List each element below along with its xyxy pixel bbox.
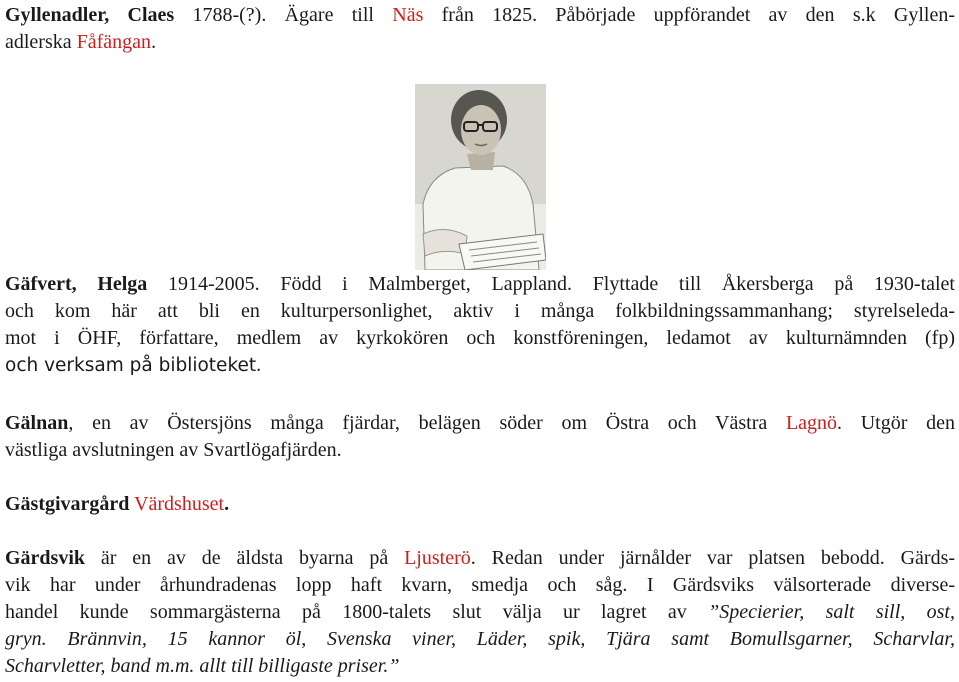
portrait-photo: [415, 84, 546, 270]
entry-line: Scharvletter, band m.m. allt till billigaste priser.”: [5, 655, 400, 677]
entry-gastgivargard: [5, 491, 955, 518]
entry-line: Gästgivargård Värdshuset.: [5, 493, 230, 515]
entry-line: handel kunde sommargästerna på 1800-talets slut välja ur lagret av ”Specierier, salt sill, ost,: [5, 601, 955, 623]
link-ljustero[interactable]: Ljusterö: [404, 547, 471, 569]
entry-line: gryn. Brännvin, 15 kannor öl, Svenska viner, Läder, spik, Tjära samt Bomullsgarner, Scharvlar,: [5, 628, 955, 650]
entry-line: och verksam på biblioteket.: [5, 354, 262, 376]
headword: Gärdsvik: [5, 547, 86, 569]
entry-line: vik har under århundradenas lopp haft kvarn, smedja och såg. I Gärdsviks välsorterade diverse-: [5, 574, 955, 596]
entry-line: Gäfvert, Helga 1914-2005. Född i Malmberget, Lappland. Flyttade till Åkersberga på 1930-talet: [5, 273, 955, 295]
entry-line: västliga avslutningen av Svartlögafjärden.: [5, 439, 342, 461]
entry-gafvert: [5, 271, 955, 379]
entry-line: och kom här att bli en kulturpersonlighet, aktiv i många folkbildningssammanhang; styrelseleda-: [5, 300, 955, 322]
entry-line: adlerska Fåfängan.: [5, 31, 157, 53]
headword: Gyllenadler, Claes: [5, 4, 175, 26]
entry-line: Gälnan, en av Östersjöns många fjärdar, belägen söder om Östra och Västra Lagnö. Utgör den: [5, 412, 955, 434]
entry-gardsvik: [5, 545, 955, 680]
entry-line: Gärdsvik är en av de äldsta byarna på Ljusterö. Redan under järnålder var platsen bebodd. Gärds-: [5, 547, 956, 569]
link-lagno[interactable]: Lagnö: [785, 412, 838, 434]
headword: Gälnan: [5, 412, 69, 434]
headword: Gäfvert, Helga: [5, 273, 148, 295]
link-nas[interactable]: Näs: [392, 4, 424, 26]
portrait-photo-icon: [415, 84, 546, 270]
entry-line: Gyllenadler, Claes 1788-(?). Ägare till Näs från 1825. Påbörjade uppförandet av den s.k Gyllen-: [5, 4, 955, 26]
link-vardshuset[interactable]: Värdshuset: [134, 493, 225, 515]
entry-line: mot i ÖHF, författare, medlem av kyrkokören och konstföreningen, ledamot av kulturnämnden (fp): [5, 327, 955, 349]
entry-galnan: [5, 410, 955, 464]
link-fafangan[interactable]: Fåfängan: [76, 31, 152, 53]
headword: Gästgivargård: [5, 493, 130, 515]
entry-gyllenadler: [5, 2, 955, 56]
